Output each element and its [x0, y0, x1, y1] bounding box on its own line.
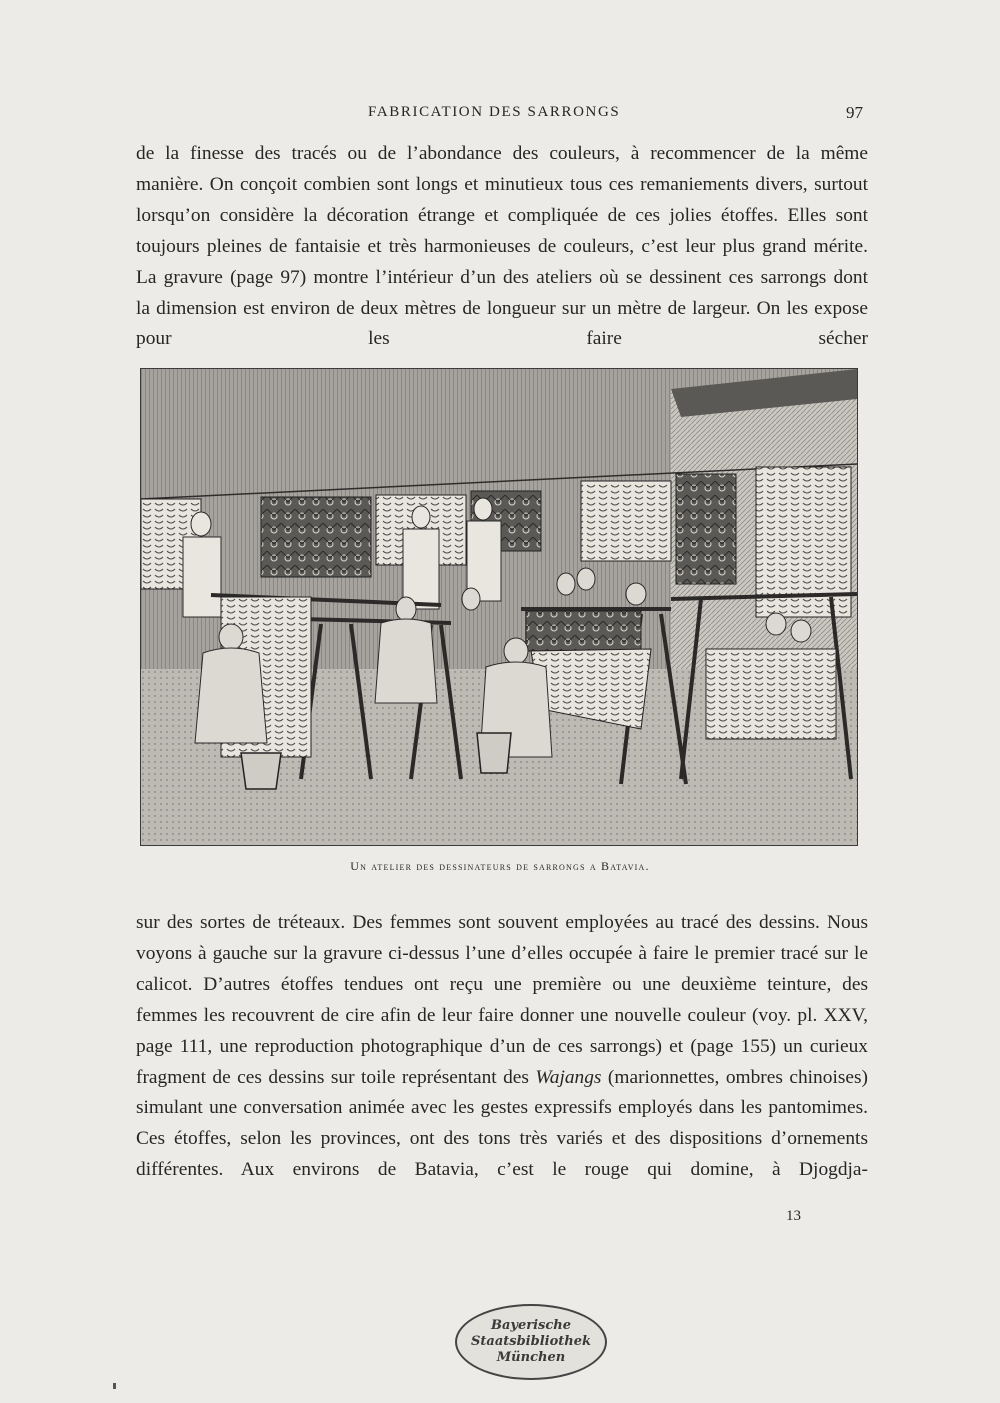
paragraph-bottom: [136, 908, 868, 1186]
engraving-illustration: [140, 368, 858, 846]
stamp-line-2: Staatsbibliothek: [471, 1334, 591, 1349]
figure-caption: Un atelier des dessinateurs de sarrongs a Batavia.: [350, 859, 650, 873]
stamp-line-1: Bayerische: [491, 1318, 571, 1333]
library-stamp: [455, 1304, 607, 1380]
paragraph-bottom-part1: sur des sortes de tréteaux. Des femmes sont souvent employées au tracé des dessins. Nous voyons à gauche sur la gravure ci-dessus l’une d’elles occupée à faire le premier tracé sur le calicot. D’autres étoffes tendues ont reçu une première ou une deuxième teinture, des femmes les recouvrent de cire afin de leur faire donner une nouvelle couleur (voy. pl. XXV, page 111, une reproduction photographique d’un de ces sarrongs) et (page 155) un curieux fragment de ces dessins sur toile représentant des: [136, 912, 868, 1088]
ink-speck: [113, 1383, 116, 1389]
paragraph-top: de la finesse des tracés ou de l’abondance des couleurs, à recommencer de la même manière. On conçoit combien sont longs et minutieux tous ces remaniements divers, surtout lorsqu’on considère la décoration étrange et compliquée de ces jolies étoffes. Elles sont toujours pleines de fantaisie et très harmonieuses de couleurs, c’est leur plus grand mérite. La gravure (page 97) montre l’intérieur d’un des ateliers où se dessinent ces sarrongs dont la dimension est environ de deux mètres de longueur sur un mètre de largeur. On les expose pour les faire sécher: [136, 143, 868, 350]
workshop-engraving: [141, 369, 857, 845]
page-number: 97: [846, 103, 863, 122]
italic-term: Wajangs: [535, 1066, 602, 1088]
running-title: FABRICATION DES SARRONGS: [368, 104, 621, 120]
stamp-line-3: München: [496, 1350, 566, 1365]
paragraph-bottom-part2: (marionnettes, ombres chinoises) simulant une conversation animée avec les gestes expressifs employés dans les pantomimes. Ces étoffes, selon les provinces, ont des tons très variés et des dispositions d’ornements différentes. Aux environs de Batavia, c’est le rouge qui domine, à Djogdja-: [136, 1066, 868, 1181]
signature-mark: 13: [786, 1208, 801, 1224]
